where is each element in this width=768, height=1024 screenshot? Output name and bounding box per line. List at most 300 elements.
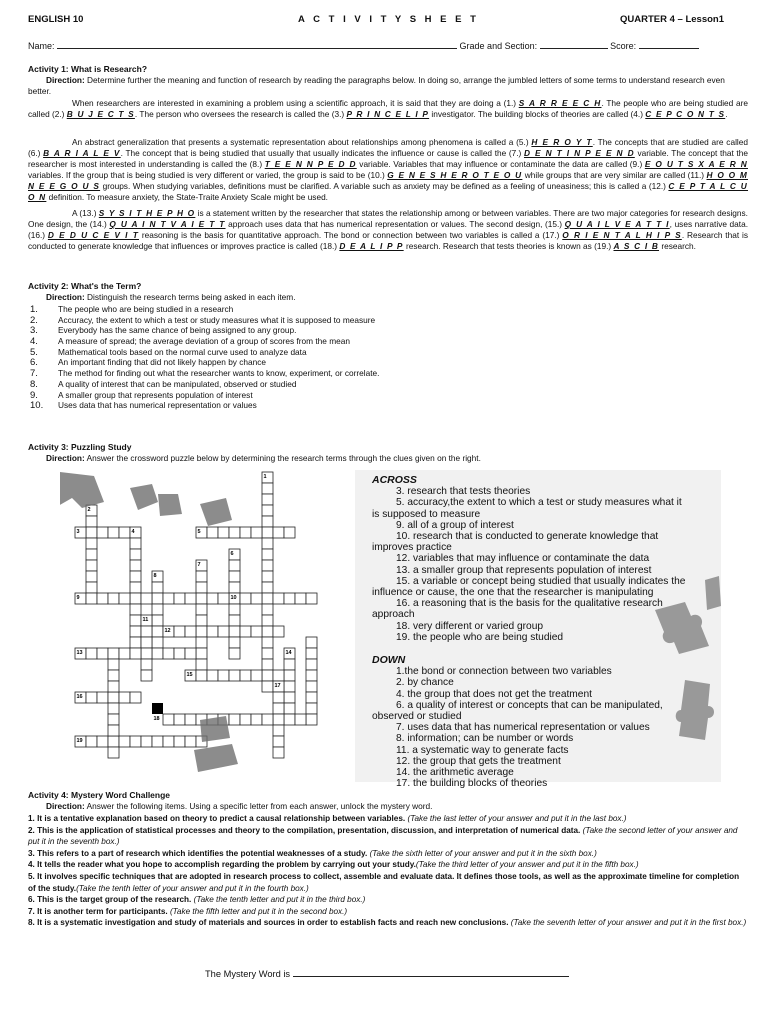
- crossword-cell[interactable]: [284, 527, 295, 538]
- crossword-cell[interactable]: [174, 736, 185, 747]
- clue-line: 6. a quality of interest or concepts that can be manipulated,: [396, 699, 663, 711]
- crossword-cell[interactable]: [262, 670, 273, 681]
- list-item: [30, 336, 379, 347]
- jumbled-term: S A R R E E C H: [518, 98, 602, 108]
- list-item: [30, 347, 379, 358]
- question-instruction: (Take the tenth letter and put it in the third box.): [193, 895, 366, 905]
- item-number: 5.: [30, 346, 38, 358]
- clue-line: 13. a smaller group that represents population of interest: [396, 564, 652, 576]
- crossword-cell[interactable]: [141, 593, 152, 604]
- crossword-cell[interactable]: [119, 593, 130, 604]
- crossword-cell[interactable]: [240, 670, 251, 681]
- crossword-cell[interactable]: [262, 505, 273, 516]
- paragraph-text: (11.): [687, 170, 707, 181]
- clue-line: 3. research that tests theories: [396, 486, 531, 498]
- crossword-cell[interactable]: [273, 736, 284, 747]
- cell-number: 15: [186, 672, 193, 678]
- crossword-cell[interactable]: [196, 637, 207, 648]
- question-item: [28, 825, 748, 848]
- crossword-cell[interactable]: [306, 659, 317, 670]
- black-cell: [152, 703, 163, 714]
- crossword-grid-area: [60, 470, 360, 782]
- clue-line: 19. the people who are being studied: [396, 631, 564, 643]
- crossword-cell[interactable]: [229, 615, 240, 626]
- activity3-title: Activity 3: Puzzling Study: [28, 442, 132, 452]
- paragraph-text: . The concept that is being studied that usually that usually indicates the influence or cause is called the: [120, 148, 509, 159]
- crossword-cell[interactable]: [306, 637, 317, 648]
- crossword-cell[interactable]: [229, 527, 240, 538]
- crossword-cell[interactable]: [229, 648, 240, 659]
- jumbled-term: B A R I A L E V: [43, 148, 121, 159]
- crossword-cell[interactable]: [218, 626, 229, 637]
- cell-number: 6: [230, 551, 234, 557]
- activity2-direction-label: Direction:: [46, 292, 85, 302]
- crossword-cell[interactable]: [141, 670, 152, 681]
- crossword-cell[interactable]: [185, 626, 196, 637]
- question-text: 2. This is the application of statistical processes and theory to the compilation, presentation, discussion, and interpretation of numerical data.: [28, 825, 583, 835]
- crossword-cell[interactable]: [86, 560, 97, 571]
- crossword-cell[interactable]: [152, 593, 163, 604]
- paragraph-text: investigator. The building blocks of theories are called: [429, 109, 631, 120]
- question-text: 3. This refers to a part of research which identifies the potential weaknesses of a study.: [28, 848, 370, 858]
- puzzle-piece-icon: [130, 484, 158, 510]
- crossword-cell[interactable]: [152, 615, 163, 626]
- crossword-cell[interactable]: [152, 626, 163, 637]
- crossword-cell[interactable]: [262, 681, 273, 692]
- crossword-cell[interactable]: [284, 714, 295, 725]
- paragraph-text: research.: [659, 241, 696, 252]
- paragraph-text: (2.): [51, 109, 67, 120]
- puzzle-piece-icon: [200, 716, 230, 742]
- crossword-cell[interactable]: [196, 648, 207, 659]
- item-number: 9.: [30, 389, 38, 401]
- crossword-cell[interactable]: [229, 571, 240, 582]
- crossword-cell[interactable]: [295, 714, 306, 725]
- question-instruction: (Take the second letter of your answer and put it in the seventh box.): [28, 825, 738, 847]
- question-instruction: (Take the tenth letter of your answer and put it in the fourth box.): [76, 883, 309, 893]
- crossword-cell[interactable]: [262, 659, 273, 670]
- cell-number: 17: [274, 683, 281, 689]
- crossword-cell[interactable]: [262, 637, 273, 648]
- crossword-cell[interactable]: [262, 582, 273, 593]
- crossword-cell[interactable]: [196, 615, 207, 626]
- cell-number: 3: [76, 529, 80, 535]
- crossword-cell[interactable]: [229, 670, 240, 681]
- crossword-cell[interactable]: [196, 571, 207, 582]
- crossword-cell[interactable]: [196, 582, 207, 593]
- paragraph-text: . The person who oversees the research is called the: [134, 109, 332, 120]
- crossword-cell[interactable]: [229, 604, 240, 615]
- crossword-cell[interactable]: [196, 659, 207, 670]
- activity1-direction: [28, 75, 740, 96]
- crossword-cell[interactable]: [119, 736, 130, 747]
- crossword-cell[interactable]: [86, 549, 97, 560]
- activity3-direction-text: Answer the crossword puzzle below by determining the research terms through the clues given on the right.: [86, 453, 481, 463]
- jumbled-term: C E P C O N T S: [645, 109, 726, 120]
- activity1-title: Activity 1: What is Research?: [28, 64, 148, 74]
- activity2-title: Activity 2: What's the Term?: [28, 281, 142, 291]
- crossword-cell[interactable]: [86, 527, 97, 538]
- crossword-cell[interactable]: [108, 747, 119, 758]
- cell-number: 5: [197, 529, 201, 535]
- mystery-word-field[interactable]: [293, 968, 569, 977]
- paragraph-text: (9.): [629, 159, 645, 170]
- question-text: 4. It tells the reader what you hope to accomplish regarding the problem by carrying out your study.: [28, 860, 416, 870]
- clue-line: 15. a variable or concept being studied that usually indicates the: [396, 575, 686, 587]
- crossword-cell[interactable]: [130, 549, 141, 560]
- activity1-direction-text: Determine further the meaning and function of research by reading the paragraphs below. In doing so, arrange the jumbled letters of some terms to understand research even better.: [28, 75, 725, 96]
- crossword-cell[interactable]: [130, 571, 141, 582]
- cell-number: 7: [197, 562, 201, 568]
- activity4-direction: [46, 801, 432, 812]
- crossword-cell[interactable]: [141, 626, 152, 637]
- item-number: 1.: [30, 304, 38, 315]
- crossword-cell[interactable]: [130, 637, 141, 648]
- clue-line: influence or cause, the one that the researcher is manipulating: [372, 587, 654, 599]
- crossword-cell[interactable]: [97, 593, 108, 604]
- crossword-cell[interactable]: [130, 560, 141, 571]
- jumbled-term: O R I E N T A L H I P S: [562, 230, 682, 241]
- crossword-clues: [372, 475, 724, 789]
- crossword-cell[interactable]: [108, 670, 119, 681]
- crossword-cell[interactable]: [119, 648, 130, 659]
- crossword-cell[interactable]: [86, 582, 97, 593]
- paragraph-text: (18.): [319, 241, 340, 252]
- crossword-cell[interactable]: [97, 692, 108, 703]
- clue-line: 14. the arithmetic average: [396, 767, 514, 779]
- cell-number: 2: [87, 507, 91, 513]
- crossword-cell[interactable]: [108, 736, 119, 747]
- crossword-cell[interactable]: [262, 571, 273, 582]
- item-text: A measure of spread; the average deviation of a group of scores from the mean: [58, 336, 350, 347]
- crossword-cell[interactable]: [295, 593, 306, 604]
- crossword-cell[interactable]: [306, 703, 317, 714]
- crossword-cell[interactable]: [251, 626, 262, 637]
- crossword-cell[interactable]: [152, 648, 163, 659]
- quarter-label: QUARTER 4 – Lesson1: [620, 14, 724, 25]
- crossword-cell[interactable]: [196, 604, 207, 615]
- crossword-cell[interactable]: [240, 527, 251, 538]
- crossword-cell[interactable]: [86, 692, 97, 703]
- jumbled-term: H O O M N E E G O U S: [28, 170, 748, 192]
- crossword-cell[interactable]: [229, 560, 240, 571]
- activity4-items: [28, 813, 748, 929]
- crossword-cell[interactable]: [108, 692, 119, 703]
- item-text: An important finding that did not likely happen by chance: [58, 357, 267, 368]
- crossword-cell[interactable]: [207, 626, 218, 637]
- crossword-cell[interactable]: [185, 648, 196, 659]
- crossword-cell[interactable]: [284, 681, 295, 692]
- crossword-cell[interactable]: [86, 648, 97, 659]
- item-text: Mathematical tools based on the normal curve used to analyze data: [58, 346, 307, 357]
- crossword-cell[interactable]: [196, 593, 207, 604]
- cell-number: 18: [153, 716, 160, 722]
- question-text: 8. It is a systematic investigation and study of materials and sources in order to establish facts and reach new conclusions.: [28, 918, 511, 928]
- crossword-cell[interactable]: [130, 736, 141, 747]
- crossword-cell[interactable]: [251, 593, 262, 604]
- crossword-cell[interactable]: [97, 648, 108, 659]
- paragraph-text: research. Research that tests theories is known as: [403, 241, 595, 252]
- jumbled-term: G E N E S H E R O T E O U: [387, 170, 523, 181]
- grade-label: Grade and Section:: [459, 41, 538, 51]
- crossword-cell[interactable]: [196, 626, 207, 637]
- paragraph-text: (8.): [249, 159, 265, 170]
- crossword-cell[interactable]: [218, 670, 229, 681]
- activity2-direction-text: Distinguish the research terms being asked in each item.: [87, 292, 296, 302]
- question-instruction: (Take the sixth letter of your answer and put it in the sixth box.): [369, 848, 597, 858]
- jumbled-term: H E R O Y T: [531, 137, 593, 147]
- paragraph-text: An abstract generalization that presents a systematic representation about relationships among phenomena is called a: [72, 137, 517, 147]
- crossword-cell[interactable]: [306, 714, 317, 725]
- paragraph-text: . The concepts that are studied are called: [592, 137, 748, 147]
- crossword-cell[interactable]: [185, 593, 196, 604]
- paragraph-text: (10.): [367, 170, 388, 181]
- crossword-cell[interactable]: [218, 527, 229, 538]
- crossword-cell[interactable]: [130, 582, 141, 593]
- crossword-cell[interactable]: [229, 637, 240, 648]
- question-text: 7. It is another term for participants.: [28, 906, 170, 916]
- crossword-cell[interactable]: [141, 648, 152, 659]
- paragraph-text: (13.): [79, 208, 99, 218]
- name-field[interactable]: [57, 40, 457, 49]
- crossword-cell[interactable]: [284, 692, 295, 703]
- puzzle-piece-icon: [60, 472, 104, 508]
- crossword-cell[interactable]: [130, 593, 141, 604]
- crossword-cell[interactable]: [240, 593, 251, 604]
- crossword-cell[interactable]: [262, 714, 273, 725]
- crossword-cell[interactable]: [207, 670, 218, 681]
- crossword-cell[interactable]: [207, 593, 218, 604]
- crossword-cell[interactable]: [119, 527, 130, 538]
- question-item: [28, 859, 748, 871]
- crossword-cell[interactable]: [240, 714, 251, 725]
- cell-number: 12: [164, 628, 171, 634]
- crossword-cell[interactable]: [152, 637, 163, 648]
- crossword-cell[interactable]: [306, 692, 317, 703]
- crossword-cell[interactable]: [108, 593, 119, 604]
- question-item: [28, 871, 748, 894]
- paragraph-text: variable. The concept that the researcher is most interested in understanding is called the: [28, 148, 748, 170]
- crossword-cell[interactable]: [284, 703, 295, 714]
- crossword-cell[interactable]: [229, 714, 240, 725]
- crossword-cell[interactable]: [273, 527, 284, 538]
- question-text: 1. It is a tentative explanation based on theory to predict a causal relationship between variables.: [28, 814, 408, 823]
- crossword-cell[interactable]: [108, 659, 119, 670]
- crossword-cell[interactable]: [273, 670, 284, 681]
- crossword-cell[interactable]: [262, 648, 273, 659]
- crossword-cell[interactable]: [229, 582, 240, 593]
- crossword-cell[interactable]: [163, 593, 174, 604]
- crossword-cell[interactable]: [273, 703, 284, 714]
- crossword-cell[interactable]: [141, 736, 152, 747]
- item-number: 4.: [30, 336, 38, 348]
- crossword-cell[interactable]: [284, 659, 295, 670]
- question-item: [28, 894, 748, 906]
- clue-line: 16. a reasoning that is the basis for the qualitative research: [396, 598, 663, 610]
- cell-number: 1: [263, 474, 267, 480]
- cell-number: 13: [76, 650, 83, 656]
- item-text: The people who are being studied in a research: [58, 304, 234, 314]
- crossword-cell[interactable]: [97, 736, 108, 747]
- activity1-direction-label: Direction:: [46, 75, 85, 85]
- student-info-line: [28, 40, 738, 51]
- subject-label: ENGLISH 10: [28, 14, 84, 25]
- crossword-cell[interactable]: [207, 527, 218, 538]
- crossword-cell[interactable]: [174, 648, 185, 659]
- across-clues: [372, 486, 724, 643]
- crossword-cell[interactable]: [130, 604, 141, 615]
- paragraph-text: (14.): [89, 219, 110, 230]
- crossword-cell[interactable]: [130, 538, 141, 549]
- crossword-cell[interactable]: [174, 626, 185, 637]
- crossword-cell[interactable]: [306, 681, 317, 692]
- item-text: Accuracy, the extent to which a test or study measures what it is supposed to measure: [58, 314, 376, 325]
- item-number: 7.: [30, 368, 38, 380]
- crossword-cell[interactable]: [86, 571, 97, 582]
- paragraph-text: A: [72, 208, 80, 218]
- crossword-cell[interactable]: [185, 736, 196, 747]
- cell-number: 4: [131, 529, 135, 535]
- mystery-word-label: The Mystery Word is: [205, 969, 291, 979]
- crossword-cell[interactable]: [130, 648, 141, 659]
- clue-line: 5. accuracy,the extent to which a test or study measures what it: [396, 497, 682, 509]
- paragraph-text: (7.): [508, 148, 524, 159]
- list-item: [30, 400, 379, 411]
- crossword-cell[interactable]: [262, 560, 273, 571]
- score-field[interactable]: [639, 40, 699, 49]
- crossword-cell[interactable]: [163, 714, 174, 725]
- crossword-cell[interactable]: [240, 626, 251, 637]
- clue-line: 11. a systematic way to generate facts: [396, 744, 569, 756]
- list-item: [30, 368, 379, 379]
- item-text: A quality of interest that can be manipulated, observed or studied: [58, 378, 297, 389]
- paragraph-text: (3.): [331, 109, 347, 120]
- crossword-cell[interactable]: [108, 714, 119, 725]
- question-text: 6. This is the target group of the research.: [28, 895, 194, 905]
- crossword-cell[interactable]: [119, 692, 130, 703]
- crossword-cell[interactable]: [86, 538, 97, 549]
- crossword-cell[interactable]: [273, 692, 284, 703]
- crossword-cell[interactable]: [130, 626, 141, 637]
- paragraph-text: is a statement written by the researcher that states the relationship among or between variables. There are two major categories for research designs. One design, the: [28, 208, 748, 230]
- crossword-cell[interactable]: [262, 538, 273, 549]
- crossword-cell[interactable]: [185, 714, 196, 725]
- crossword-cell[interactable]: [218, 593, 229, 604]
- crossword-cell[interactable]: [108, 703, 119, 714]
- crossword-cell[interactable]: [174, 593, 185, 604]
- clue-line: 12. the group that gets the treatment: [396, 755, 561, 767]
- paragraph-text: (5.): [516, 137, 532, 147]
- crossword-cell[interactable]: [97, 527, 108, 538]
- paragraph-text: reasoning is the basis for quantitative approach. The bond or connection between two variables is called a: [138, 230, 543, 241]
- jumbled-term: B U J E C T S: [66, 109, 135, 120]
- crossword-cell[interactable]: [251, 714, 262, 725]
- crossword-cell[interactable]: [273, 626, 284, 637]
- crossword-cell[interactable]: [163, 736, 174, 747]
- paragraph-text: (6.): [28, 148, 44, 159]
- crossword-cell[interactable]: [152, 736, 163, 747]
- grade-field[interactable]: [540, 40, 608, 49]
- crossword-cell[interactable]: [152, 604, 163, 615]
- cell-number: 16: [76, 694, 83, 700]
- activity4-title: Activity 4: Mystery Word Challenge: [28, 790, 171, 800]
- list-item: [30, 304, 379, 315]
- crossword-cell[interactable]: [306, 648, 317, 659]
- mystery-word-line: [205, 968, 569, 979]
- crossword-cell[interactable]: [284, 593, 295, 604]
- paragraph-text: (19.): [594, 241, 614, 252]
- crossword-cell[interactable]: [262, 483, 273, 494]
- crossword-cell[interactable]: [174, 714, 185, 725]
- crossword-cell[interactable]: [284, 670, 295, 681]
- crossword-cell[interactable]: [262, 549, 273, 560]
- crossword-cell[interactable]: [262, 626, 273, 637]
- crossword-cell[interactable]: [141, 659, 152, 670]
- crossword-cell[interactable]: [108, 527, 119, 538]
- crossword-cell[interactable]: [273, 747, 284, 758]
- crossword-cell[interactable]: [86, 593, 97, 604]
- crossword-cell[interactable]: [251, 670, 262, 681]
- list-item: [30, 379, 379, 390]
- name-label: Name:: [28, 41, 55, 51]
- list-item: [30, 325, 379, 336]
- crossword-cell[interactable]: [108, 725, 119, 736]
- crossword-cell[interactable]: [130, 615, 141, 626]
- crossword-cell[interactable]: [262, 593, 273, 604]
- paragraph-text: (16.): [28, 230, 48, 241]
- crossword-cell[interactable]: [108, 648, 119, 659]
- crossword-cell[interactable]: [196, 670, 207, 681]
- crossword-cell[interactable]: [130, 692, 141, 703]
- crossword-cell[interactable]: [262, 527, 273, 538]
- jumbled-term: D E D U C E V I T: [47, 230, 139, 241]
- jumbled-term: E O U T S X A E R N: [644, 159, 748, 170]
- crossword-cell[interactable]: [141, 637, 152, 648]
- clue-line: is supposed to measure: [372, 508, 481, 520]
- crossword-cell[interactable]: [262, 615, 273, 626]
- crossword-cell[interactable]: [262, 516, 273, 527]
- crossword-cell[interactable]: [86, 516, 97, 527]
- crossword-cell[interactable]: [262, 604, 273, 615]
- crossword-cell[interactable]: [108, 681, 119, 692]
- paragraph-text: variables. If the group that is being studied is very different or varied, the group is said to be: [28, 170, 368, 181]
- crossword-cell[interactable]: [273, 725, 284, 736]
- item-text: Everybody has the same chance of being assigned to any group.: [58, 325, 297, 336]
- paragraph-text: (17.): [542, 230, 563, 241]
- crossword-cell[interactable]: [306, 593, 317, 604]
- crossword-cell[interactable]: [273, 593, 284, 604]
- clue-line: 7. uses data that has numerical representation or values: [396, 722, 650, 734]
- crossword-cell[interactable]: [262, 494, 273, 505]
- question-item: [28, 848, 748, 860]
- crossword-cell[interactable]: [273, 714, 284, 725]
- paragraph-text: , uses narrative data.: [669, 219, 748, 230]
- jumbled-term: C E P T A L C U O N: [28, 181, 749, 203]
- crossword-cell[interactable]: [163, 648, 174, 659]
- question-item: [28, 917, 748, 929]
- crossword-cell[interactable]: [86, 736, 97, 747]
- item-number: 8.: [30, 378, 38, 390]
- list-item: [30, 357, 379, 368]
- crossword-cell[interactable]: [251, 527, 262, 538]
- crossword-cell[interactable]: [306, 670, 317, 681]
- crossword-cell[interactable]: [229, 626, 240, 637]
- paragraph-text: (4.): [630, 109, 646, 120]
- cell-number: 19: [76, 738, 83, 744]
- crossword-cell[interactable]: [152, 582, 163, 593]
- paragraph-text: . The people who are being studied are called: [28, 98, 748, 120]
- item-number: 6.: [30, 357, 38, 369]
